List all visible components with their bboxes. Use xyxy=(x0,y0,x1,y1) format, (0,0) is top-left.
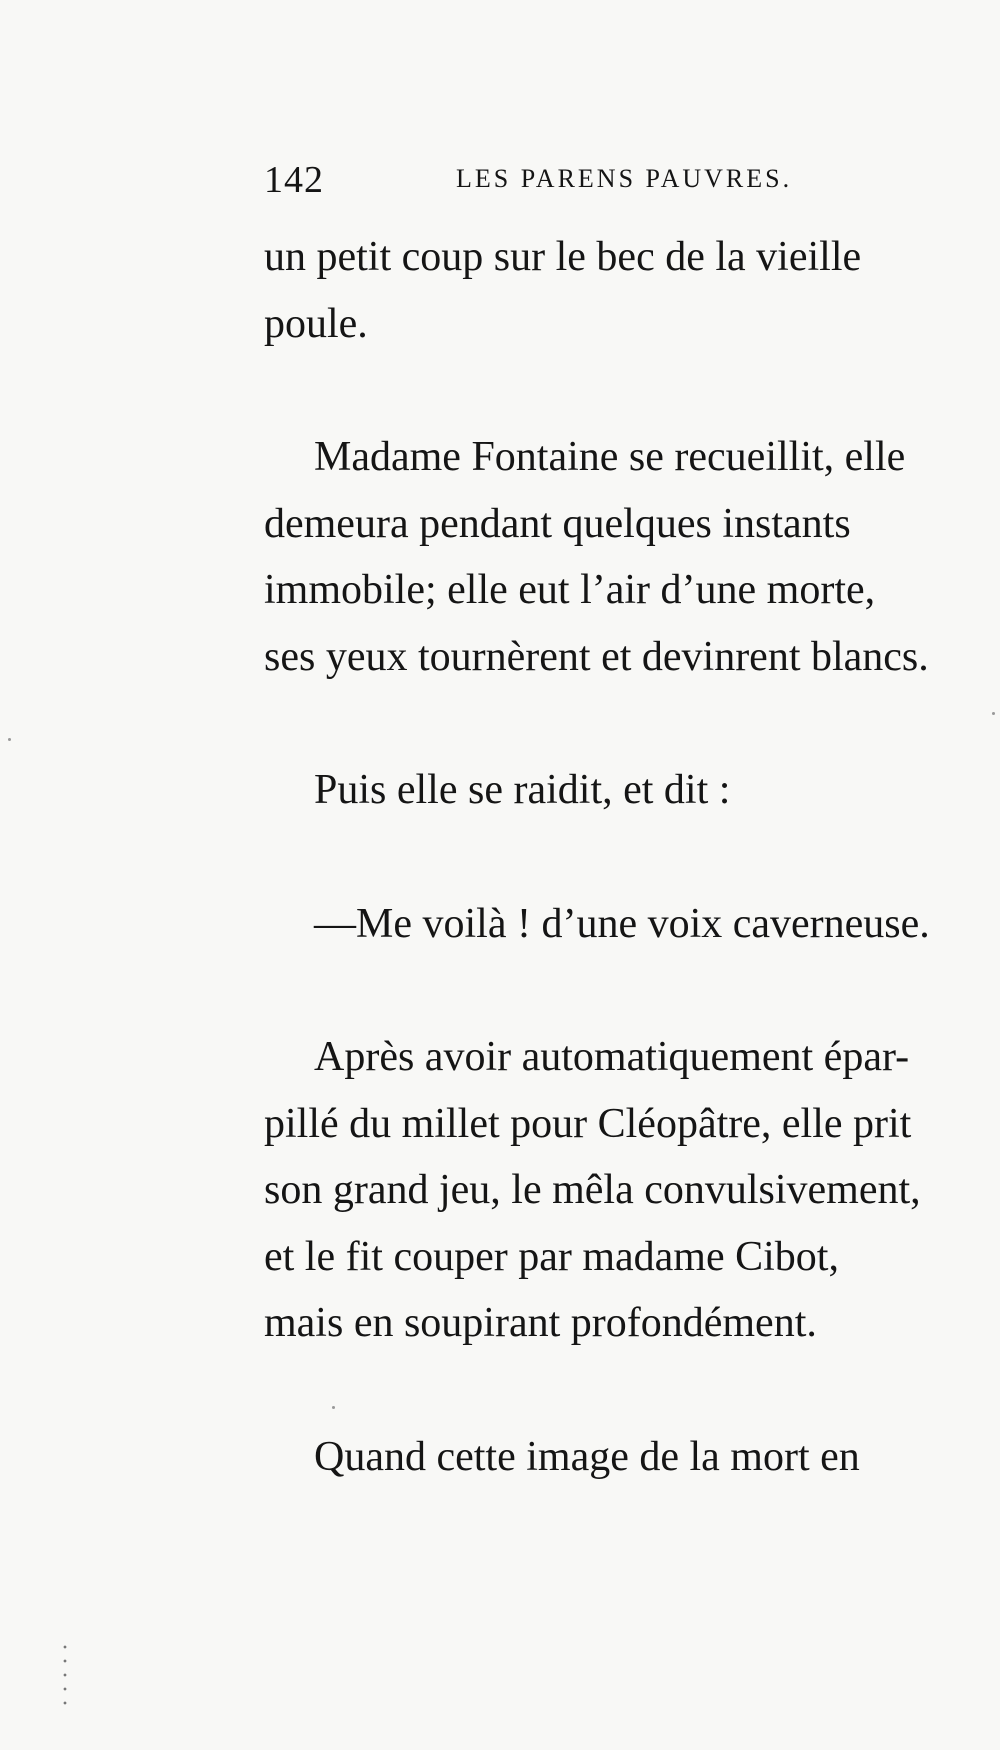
text-line: poule. xyxy=(264,300,368,347)
paper-speck xyxy=(8,738,11,741)
paragraph-5 xyxy=(264,1024,954,1357)
text-line: mais en soupirant profondément. xyxy=(264,1300,817,1346)
paragraph-2 xyxy=(264,424,954,690)
text-line: son grand jeu, le mêla convulsivement, xyxy=(264,1167,921,1213)
text-line: et le fit couper par madame Cibot, xyxy=(264,1233,839,1280)
running-title: LES PARENS PAUVRES. xyxy=(456,164,793,193)
text-line: Après avoir automatiquement épar- xyxy=(314,1034,910,1080)
text-line: immobile; elle eut l’air d’une morte, xyxy=(264,567,876,613)
paragraph-1 xyxy=(264,224,954,357)
text-line: Puis elle se raidit, et dit : xyxy=(314,767,731,813)
text-line: ses yeux tournèrent et devinrent blancs. xyxy=(264,633,929,680)
text-line: Quand cette image de la mort en xyxy=(314,1433,860,1480)
text-line: pillé du millet pour Cléopâtre, elle prit xyxy=(264,1100,912,1147)
paragraph-6 xyxy=(264,1424,954,1491)
text-line: un petit coup sur le bec de la vieille xyxy=(264,234,862,280)
page-header xyxy=(264,158,954,201)
text-line: —Me voilà ! d’une voix caverneuse. xyxy=(314,900,930,947)
margin-specks xyxy=(62,1640,68,1710)
text-line: demeura pendant quelques instants xyxy=(264,500,851,547)
body-text xyxy=(264,224,954,1557)
paper-speck xyxy=(332,1406,335,1409)
paragraph-4 xyxy=(264,891,954,958)
paper-speck xyxy=(992,712,995,715)
page-number: 142 xyxy=(264,159,324,201)
paragraph-3 xyxy=(264,757,954,824)
text-line: Madame Fontaine se recueillit, elle xyxy=(314,434,906,480)
